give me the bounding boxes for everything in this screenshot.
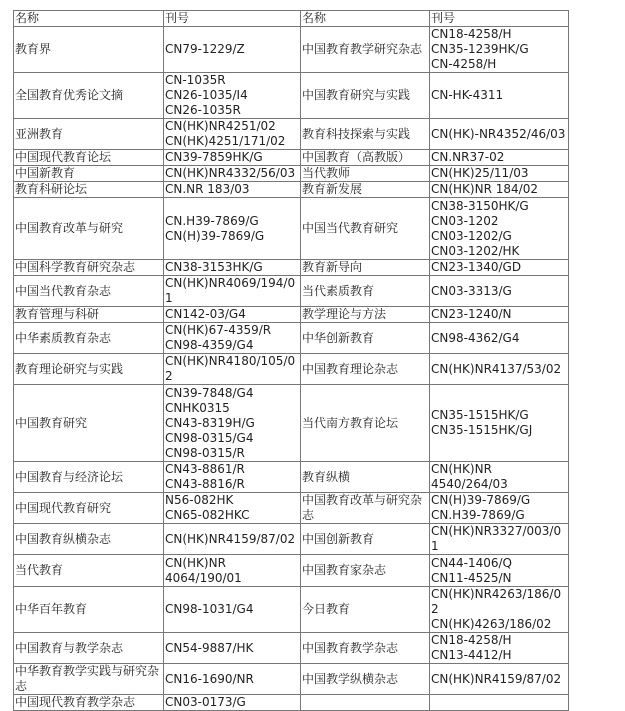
journal-name-cell: 中国教育教学研究杂志 bbox=[301, 27, 430, 73]
journal-name-cell: 中国科学教育研究杂志 bbox=[14, 260, 164, 276]
journal-code: CN03-1202 bbox=[431, 213, 499, 228]
journal-code-cell bbox=[164, 150, 301, 166]
journal-code-cell bbox=[164, 695, 301, 711]
journal-code: CN03-1202/HK bbox=[431, 243, 520, 258]
journal-code-cell bbox=[164, 119, 301, 150]
journal-name-cell: 中国现代教育研究 bbox=[14, 493, 164, 524]
journal-code: CN(HK)-NR4352/46/03 bbox=[431, 126, 566, 141]
journal-code-cell bbox=[430, 385, 569, 462]
journal-code-cell bbox=[164, 354, 301, 385]
journal-name-cell: 教学理论与方法 bbox=[301, 307, 430, 323]
journal-code: CN16-1690/NR bbox=[165, 671, 254, 686]
journal-name-cell: 中华教育教学实践与研究杂志 bbox=[14, 664, 164, 695]
journal-name-cell: 教育科研论坛 bbox=[14, 182, 164, 198]
journal-code-cell bbox=[164, 73, 301, 119]
table-body bbox=[14, 27, 569, 711]
header-code-2: 刊号 bbox=[430, 11, 569, 27]
journal-code: CN(HK)67-4359/R bbox=[165, 323, 272, 337]
journal-code: CN142-03/G4 bbox=[165, 307, 246, 321]
journal-code: CN43-8816/R bbox=[165, 477, 245, 491]
journal-code: CN(HK)NR4180/105/02 bbox=[165, 354, 296, 383]
table-row bbox=[14, 385, 569, 462]
journal-code-cell bbox=[430, 524, 569, 555]
journal-code-cell bbox=[164, 633, 301, 664]
journal-name-cell: 教育科技探索与实践 bbox=[301, 119, 430, 150]
journal-code: CN13-4412/H bbox=[431, 648, 512, 662]
header-name-2: 名称 bbox=[301, 11, 430, 27]
header-name-1: 名称 bbox=[14, 11, 164, 27]
journal-code-cell bbox=[430, 276, 569, 307]
journal-code: CN(HK)4251/171/02 bbox=[165, 134, 286, 148]
journal-name-cell: 教育界 bbox=[14, 27, 164, 73]
table-row bbox=[14, 119, 569, 150]
journal-code: CN35-1239HK/G bbox=[431, 42, 529, 56]
journal-name-cell: 中国教育研究与实践 bbox=[301, 73, 430, 119]
table-row bbox=[14, 73, 569, 119]
journal-code-cell bbox=[164, 27, 301, 73]
journal-code-cell bbox=[164, 462, 301, 493]
journal-code-cell bbox=[164, 493, 301, 524]
journal-code-cell bbox=[430, 633, 569, 664]
table-row bbox=[14, 587, 569, 633]
journal-name-cell bbox=[301, 695, 430, 711]
journal-code: CNHK0315 bbox=[165, 400, 230, 415]
journal-code-cell bbox=[164, 323, 301, 354]
journal-code-cell bbox=[430, 198, 569, 260]
table-row bbox=[14, 354, 569, 385]
journal-name-cell: 中华百年教育 bbox=[14, 587, 164, 633]
journal-code: CN35-1515HK/GJ bbox=[431, 423, 533, 437]
journal-code: CN(HK)25/11/03 bbox=[431, 166, 529, 180]
journal-code-cell bbox=[430, 27, 569, 73]
journal-code: CN(HK)NR4137/53/02 bbox=[431, 361, 562, 376]
journal-code: CN(HK)4263/186/02 bbox=[431, 617, 552, 631]
journal-name-cell: 教育新导向 bbox=[301, 260, 430, 276]
journal-code: CN(H)39-7869/G bbox=[165, 228, 265, 243]
journal-name-cell: 中国教育与教学杂志 bbox=[14, 633, 164, 664]
journal-code-cell bbox=[430, 260, 569, 276]
journal-code: CN44-1406/Q bbox=[431, 555, 512, 570]
journal-name-cell: 中国当代教育研究 bbox=[301, 198, 430, 260]
journal-code: CN(H)39-7869/G bbox=[431, 493, 531, 507]
journal-name-cell: 当代教育 bbox=[14, 555, 164, 587]
journal-code: CN79-1229/Z bbox=[165, 42, 245, 56]
journal-code: CN26-1035/I4 bbox=[165, 88, 248, 102]
journal-name-cell: 中国教育纵横杂志 bbox=[14, 524, 164, 555]
journal-code: CN03-3313/G bbox=[431, 283, 512, 298]
journal-name-cell: 中国创新教育 bbox=[301, 524, 430, 555]
journal-code: CN26-1035R bbox=[165, 103, 241, 117]
journal-code: CN-1035R bbox=[165, 73, 226, 87]
journal-code: 4064/190/01 bbox=[165, 570, 242, 585]
header-row bbox=[14, 11, 569, 27]
journal-code-cell bbox=[164, 587, 301, 633]
journal-name-cell: 中国当代教育杂志 bbox=[14, 276, 164, 307]
journal-code: CN(HK)NR4332/56/03 bbox=[165, 166, 296, 180]
journal-code-cell bbox=[430, 354, 569, 385]
journal-code: CN38-3153HK/G bbox=[165, 260, 263, 274]
journal-code: CN18-4258/H bbox=[431, 27, 512, 41]
journal-code: CN-HK-4311 bbox=[431, 88, 504, 102]
journal-code-cell bbox=[164, 664, 301, 695]
journal-code: CN.H39-7869/G bbox=[165, 213, 259, 228]
journal-code: CN65-082HKC bbox=[165, 508, 250, 522]
journal-name-cell: 当代南方教育论坛 bbox=[301, 385, 430, 462]
journal-code: CN(HK)NR bbox=[165, 555, 226, 570]
table-row bbox=[14, 27, 569, 73]
table-row bbox=[14, 555, 569, 587]
journal-code: CN(HK)NR4251/02 bbox=[165, 119, 276, 133]
journal-code-cell bbox=[430, 462, 569, 493]
journal-name-cell: 教育纵横 bbox=[301, 462, 430, 493]
journal-code: CN98-0315/R bbox=[165, 445, 245, 460]
journal-code-cell bbox=[430, 493, 569, 524]
header-code-1: 刊号 bbox=[164, 11, 301, 27]
journal-code: CN35-1515HK/G bbox=[431, 408, 529, 422]
journal-name-cell: 中国教育教学杂志 bbox=[301, 633, 430, 664]
table-row bbox=[14, 166, 569, 182]
journal-code-cell bbox=[164, 198, 301, 260]
journal-name-cell: 中华素质教育杂志 bbox=[14, 323, 164, 354]
journal-name-cell: 中国新教育 bbox=[14, 166, 164, 182]
journal-code: CN.NR 183/03 bbox=[165, 182, 250, 196]
journal-code: CN(HK)NR4263/186/02 bbox=[431, 587, 562, 616]
table-row bbox=[14, 695, 569, 711]
journal-code: CN98-4359/G4 bbox=[165, 338, 254, 352]
journal-code-cell bbox=[430, 182, 569, 198]
journal-code: CN(HK)NR4159/87/02 bbox=[165, 531, 296, 546]
journal-name-cell: 教育理论研究与实践 bbox=[14, 354, 164, 385]
journal-code: CN23-1240/N bbox=[431, 307, 512, 321]
table-row bbox=[14, 493, 569, 524]
journal-code: CN(HK)NR4159/87/02 bbox=[431, 671, 562, 686]
journal-code-cell bbox=[164, 276, 301, 307]
journal-code: CN.H39-7869/G bbox=[431, 508, 525, 522]
journal-code-cell bbox=[430, 166, 569, 182]
table-row bbox=[14, 323, 569, 354]
table-row bbox=[14, 307, 569, 323]
journal-name-cell: 中国现代教育教学杂志 bbox=[14, 695, 164, 711]
journal-code: CN39-7848/G4 bbox=[165, 385, 254, 400]
journal-table bbox=[13, 10, 569, 711]
journal-code: CN18-4258/H bbox=[431, 633, 512, 647]
table-row bbox=[14, 260, 569, 276]
journal-code: CN39-7859HK/G bbox=[165, 150, 263, 164]
table-row bbox=[14, 664, 569, 695]
journal-code-cell bbox=[164, 182, 301, 198]
table-row bbox=[14, 198, 569, 260]
journal-name-cell: 亚洲教育 bbox=[14, 119, 164, 150]
journal-name-cell: 今日教育 bbox=[301, 587, 430, 633]
journal-name-cell: 中国教育家杂志 bbox=[301, 555, 430, 587]
journal-name-cell: 中国教育研究 bbox=[14, 385, 164, 462]
journal-name-cell: 中国教育改革与研究 bbox=[14, 198, 164, 260]
journal-code-cell bbox=[164, 166, 301, 182]
journal-code: CN03-0173/G bbox=[165, 695, 246, 709]
journal-code: CN(HK)NR bbox=[431, 462, 492, 476]
journal-name-cell: 中国教育改革与研究杂志 bbox=[301, 493, 430, 524]
journal-name-cell: 全国教育优秀论文摘 bbox=[14, 73, 164, 119]
journal-code-cell bbox=[430, 695, 569, 711]
journal-code: CN(HK)NR4069/194/01 bbox=[165, 276, 296, 305]
journal-code-cell bbox=[430, 664, 569, 695]
journal-code-cell bbox=[164, 385, 301, 462]
journal-name-cell: 中国教育与经济论坛 bbox=[14, 462, 164, 493]
journal-name-cell: 中国教育理论杂志 bbox=[301, 354, 430, 385]
journal-code-cell bbox=[164, 555, 301, 587]
journal-code: CN43-8861/R bbox=[165, 462, 245, 476]
journal-code: CN98-1031/G4 bbox=[165, 602, 254, 616]
journal-code: CN98-0315/G4 bbox=[165, 430, 254, 445]
journal-code-cell bbox=[164, 260, 301, 276]
journal-code-cell bbox=[430, 323, 569, 354]
journal-code: CN54-9887/HK bbox=[165, 640, 254, 655]
table-row bbox=[14, 150, 569, 166]
journal-code: CN-4258/H bbox=[431, 57, 497, 71]
journal-name-cell: 教育管理与科研 bbox=[14, 307, 164, 323]
journal-name-cell: 中国现代教育论坛 bbox=[14, 150, 164, 166]
journal-code: 4540/264/03 bbox=[431, 477, 508, 491]
journal-name-cell: 当代素质教育 bbox=[301, 276, 430, 307]
journal-name-cell: 教育新发展 bbox=[301, 182, 430, 198]
journal-code: CN(HK)NR3327/003/01 bbox=[431, 524, 562, 553]
journal-code-cell bbox=[430, 119, 569, 150]
journal-code: CN.NR37-02 bbox=[431, 150, 505, 164]
journal-code: CN43-8319H/G bbox=[165, 415, 255, 430]
journal-code-cell bbox=[164, 307, 301, 323]
journal-code-cell bbox=[164, 524, 301, 555]
journal-name-cell: 中华创新教育 bbox=[301, 323, 430, 354]
journal-code: CN98-4362/G4 bbox=[431, 330, 520, 345]
table-row bbox=[14, 524, 569, 555]
journal-code-cell bbox=[430, 587, 569, 633]
journal-code: N56-082HK bbox=[165, 493, 234, 507]
journal-name-cell: 当代教师 bbox=[301, 166, 430, 182]
table-row bbox=[14, 633, 569, 664]
journal-code: CN23-1340/GD bbox=[431, 260, 522, 274]
table-row bbox=[14, 182, 569, 198]
journal-code: CN38-3150HK/G bbox=[431, 198, 529, 213]
journal-name-cell: 中国教学纵横杂志 bbox=[301, 664, 430, 695]
journal-code: CN(HK)NR 184/02 bbox=[431, 182, 538, 196]
journal-code-cell bbox=[430, 555, 569, 587]
journal-code: CN11-4525/N bbox=[431, 570, 512, 585]
table-row bbox=[14, 462, 569, 493]
journal-code-cell bbox=[430, 73, 569, 119]
journal-code-cell bbox=[430, 150, 569, 166]
journal-code-cell bbox=[430, 307, 569, 323]
journal-code: CN03-1202/G bbox=[431, 228, 512, 243]
journal-name-cell: 中国教育（高教版） bbox=[301, 150, 430, 166]
table-row bbox=[14, 276, 569, 307]
